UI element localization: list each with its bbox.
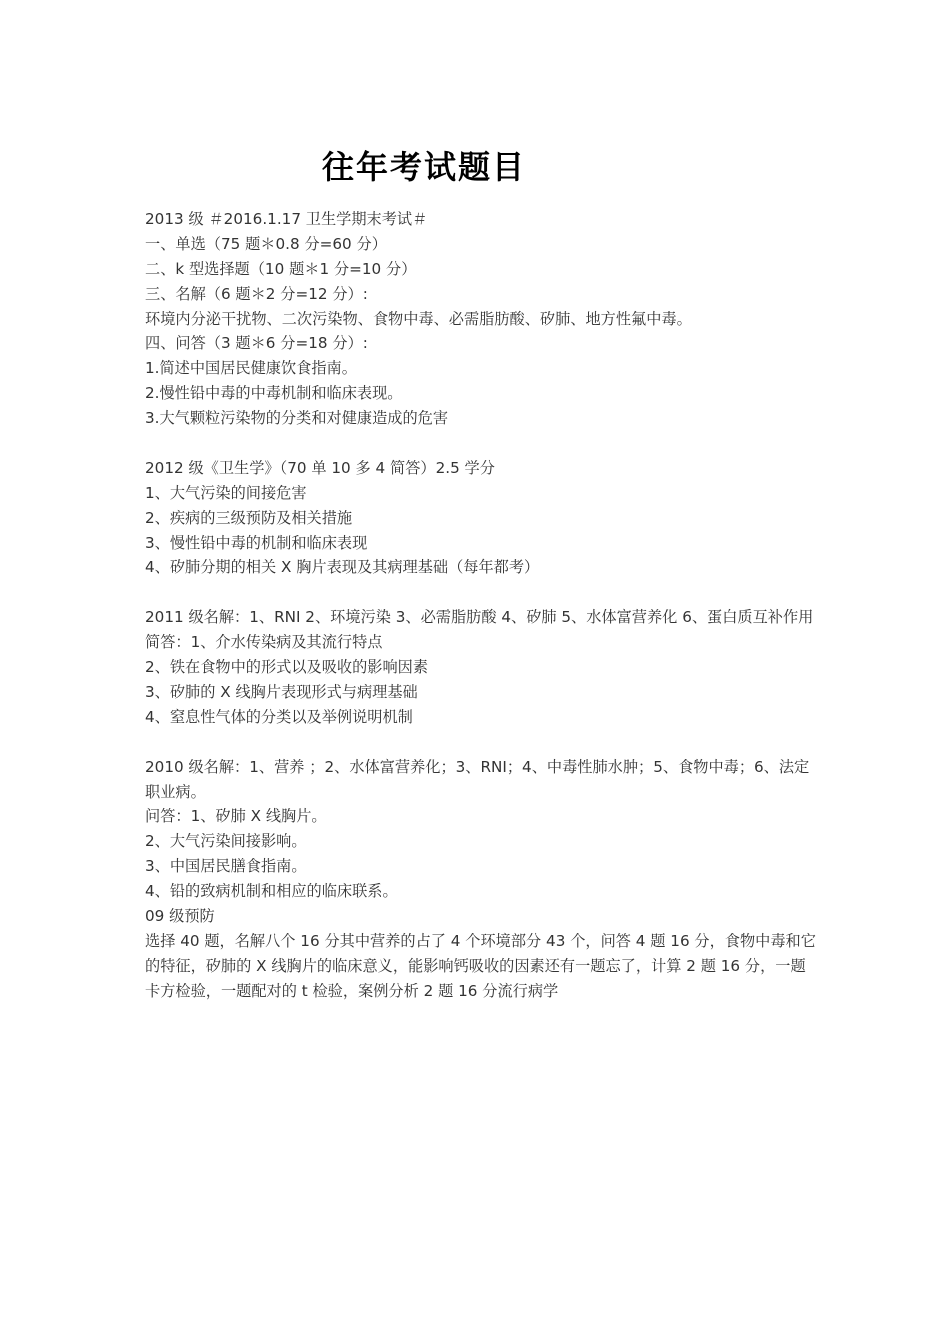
text-line: 4、矽肺分期的相关 X 胸片表现及其病理基础（每年都考） (145, 558, 540, 577)
paragraph-gap (145, 730, 817, 755)
text-paragraph: 2011 级名解：1、RNI 2、环境污染 3、必需脂肪酸 4、矽肺 5、水体富营养化 6、蛋白质互补作用 简答：1、介水传染病及其流行特点 (145, 608, 814, 652)
text-line: 2013 级 ＃2016.1.17 卫生学期末考试＃ (145, 210, 428, 228)
document-body (145, 207, 817, 1004)
text-line: 三、名解（6 题＊2 分=12 分）: (145, 284, 368, 303)
text-line: 问答：1、矽肺 X 线胸片。 (145, 807, 327, 826)
text-line: 3、中国居民膳食指南。 (145, 857, 307, 876)
text-line: 3、矽肺的 X 线胸片表现形式与病理基础 (145, 682, 418, 701)
text-line: 3.大气颗粒污染物的分类和对健康造成的危害 (145, 409, 449, 428)
text-line: 环境内分泌干扰物、二次污染物、食物中毒、必需脂肪酸、矽肺、地方性氟中毒。 (145, 309, 692, 328)
text-line: 2、大气污染间接影响。 (145, 832, 307, 851)
text-line: 四、问答（3 题＊6 分=18 分）: (145, 334, 368, 353)
text-line: 09 级预防 (145, 907, 215, 925)
text-line: 4、铅的致病机制和相应的临床联系。 (145, 882, 398, 901)
text-paragraph: 选择 40 题，名解八个 16 分其中营养的占了 4 个环境部分 43 个，问答 4 题 16 分，食物中毒和它的特征，矽肺的 X 线胸片的临床意义，能影响钙吸收的因素还有一题忘了，计算 2 题 16 分，一题卡方检验，一题配对的 t 检验，案例分析 2 题 16 分流行病学 (145, 931, 816, 1000)
text-line: 1、大气污染的间接危害 (145, 483, 307, 502)
text-line: 3、慢性铅中毒的机制和临床表现 (145, 533, 368, 552)
text-line: 2.慢性铅中毒的中毒机制和临床表现。 (145, 384, 403, 403)
text-line: 一、单选（75 题＊0.8 分=60 分） (145, 234, 387, 253)
text-line: 1.简述中国居民健康饮食指南。 (145, 359, 357, 378)
text-line: 2012 级《卫生学》（70 单 10 多 4 简答）2.5 学分 (145, 458, 495, 477)
text-line: 2、铁在食物中的形式以及吸收的影响因素 (145, 658, 429, 677)
paragraph-gap (145, 431, 817, 456)
text-paragraph: 2010 级名解：1、营养 ；2、水体富营养化；3、RNI；4、中毒性肺水肿；5、食物中毒；6、法定职业病。 (145, 757, 810, 801)
text-line: 4、窒息性气体的分类以及举例说明机制 (145, 707, 413, 726)
text-line: 2、疾病的三级预防及相关措施 (145, 508, 353, 527)
paragraph-gap (145, 580, 817, 605)
page-title: 往年考试题目 (321, 148, 526, 186)
text-line: 二、k 型选择题（10 题＊1 分=10 分） (145, 259, 417, 278)
